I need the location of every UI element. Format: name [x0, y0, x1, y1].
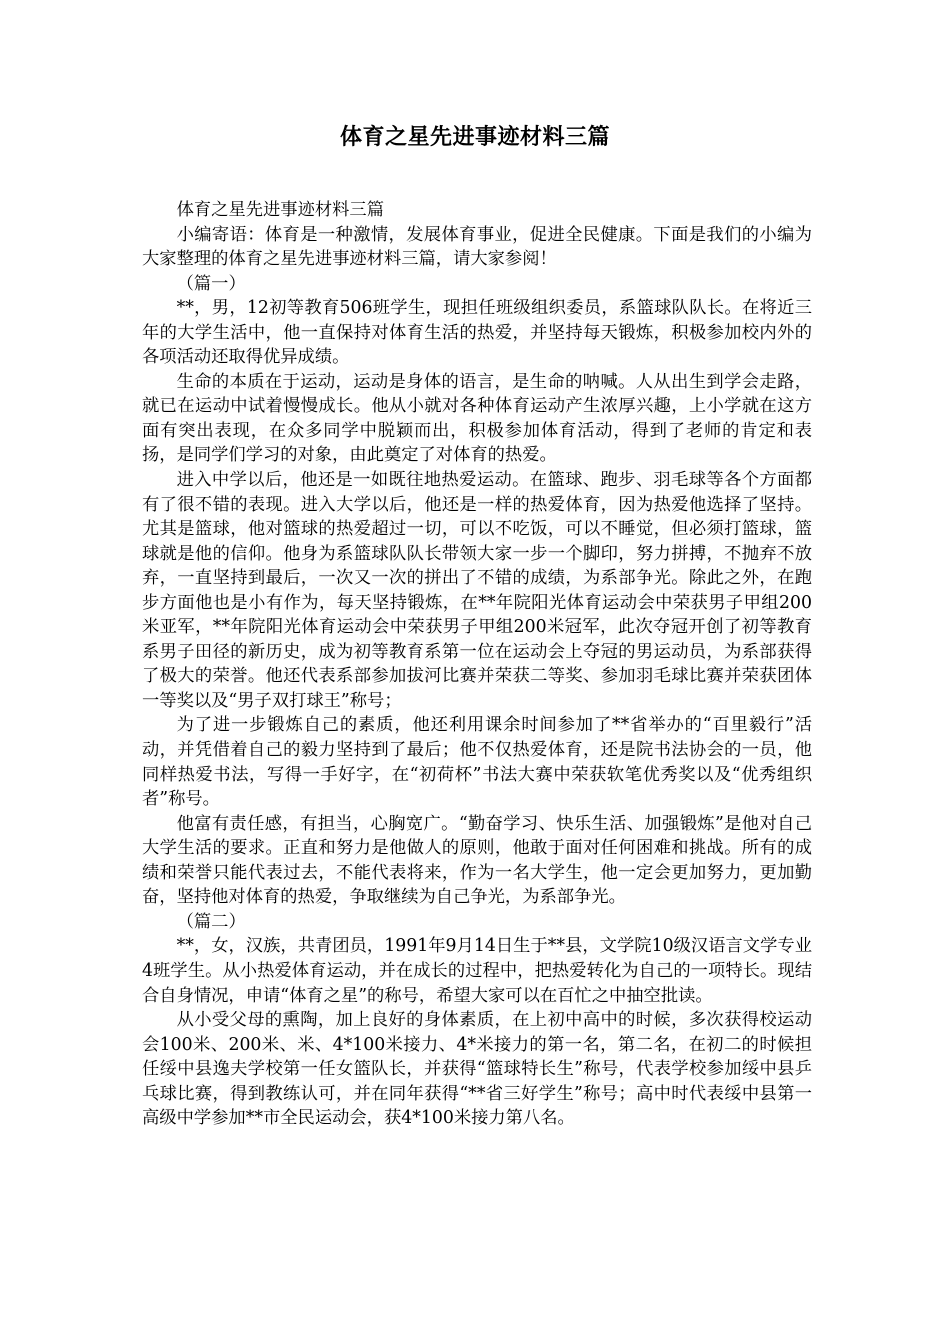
body-paragraph: 从小受父母的熏陶，加上良好的身体素质，在上初中高中的时候，多次获得校运动会100米、200米、米、4*100米接力、4*米接力的第一名，第二名，在初二的时候担任绥中县逸夫学校第一任女篮队长，并获得“篮球特长生”称号，代表学校参加绥中县乒乓球比赛，得到教练认可，并在同年获得“**省三好学生”称号；高中时代表绥中县第一高级中学参加**市全民运动会，获4*100米接力第八名。 [142, 1010, 812, 1129]
section-heading: （篇二） [176, 911, 246, 932]
body-paragraph: 小编寄语：体育是一种激情，发展体育事业，促进全民健康。下面是我们的小编为大家整理的体育之星先进事迹材料三篇，请大家参阅！ [142, 224, 812, 270]
body-paragraph: **，女，汉族，共青团员，1991年9月14日生于**县，文学院10级汉语言文学专业4班学生。从小热爱体育运动，并在成长的过程中，把热爱转化为自己的一项特长。现结合自身情况，申请“体育之星”的称号，希望大家可以在百忙之中抽空批读。 [142, 936, 812, 1006]
body-paragraph: **，男，12初等教育506班学生，现担任班级组织委员，系篮球队队长。在将近三年的大学生活中，他一直保持对体育生活的热爱，并坚持每天锻炼，积极参加校内外的各项活动还取得优异成绩。 [142, 298, 812, 368]
body-paragraph: 体育之星先进事迹材料三篇 [176, 200, 384, 220]
body-paragraph: 为了进一步锻炼自己的素质，他还利用课余时间参加了**省举办的“百里毅行”活动，并凭借着自己的毅力坚持到了最后；他不仅热爱体育，还是院书法协会的一员，他同样热爱书法，写得一手好字，在“初荷杯”书法大赛中荣获软笔优秀奖以及“优秀组织者”称号。 [142, 715, 812, 810]
document-body [142, 198, 812, 1131]
section-heading: （篇一） [176, 273, 246, 294]
body-paragraph: 他富有责任感，有担当，心胸宽广。“勤奋学习、快乐生活、加强锻炼”是他对自己大学生活的要求。正直和努力是他做人的原则，他敢于面对任何困难和挑战。所有的成绩和荣誉只能代表过去，不能代表将来，作为一名大学生，他一定会更加努力，更加勤奋，坚持他对体育的热爱，争取继续为自己争光，为系部争光。 [142, 813, 812, 908]
body-paragraph: 生命的本质在于运动，运动是身体的语言，是生命的呐喊。人从出生到学会走路，就已在运动中试着慢慢成长。他从小就对各种体育运动产生浓厚兴趣，上小学就在这方面有突出表现，在众多同学中脱颖而出，积极参加体育活动，得到了老师的肯定和表扬，是同学们学习的对象，由此奠定了对体育的热爱。 [142, 371, 812, 466]
body-paragraph: 进入中学以后，他还是一如既往地热爱运动。在篮球、跑步、羽毛球等各个方面都有了很不错的表现。进入大学以后，他还是一样的热爱体育，因为热爱他选择了坚持。尤其是篮球，他对篮球的热爱超过一切，可以不吃饭，可以不睡觉，但必须打篮球，篮球就是他的信仰。他身为系篮球队队长带领大家一步一个脚印，努力拼搏，不抛弃不放弃，一直坚持到最后，一次又一次的拼出了不错的成绩，为系部争光。除此之外，在跑步方面他也是小有作为，每天坚持锻炼，在**年院阳光体育运动会中荣获男子甲组200米亚军，**年院阳光体育运动会中荣获男子甲组200米冠军，此次夺冠开创了初等教育系男子田径的新历史，成为初等教育系第一位在运动会上夺冠的男运动员，为系部获得了极大的荣誉。他还代表系部参加拔河比赛并荣获二等奖、参加羽毛球比赛并荣获团体一等奖以及“男子双打球王”称号； [142, 470, 812, 711]
document-title: 体育之星先进事迹材料三篇 [339, 124, 610, 150]
